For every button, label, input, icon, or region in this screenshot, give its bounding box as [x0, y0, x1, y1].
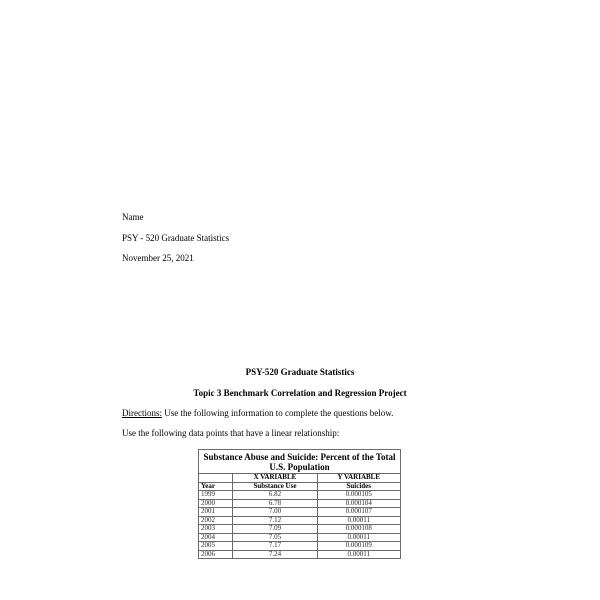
substance-use-cell: 7.12 [233, 516, 317, 525]
year-cell: 2001 [199, 508, 233, 517]
submission-date: November 25, 2021 [122, 253, 194, 263]
empty-header-cell [199, 474, 233, 483]
substance-use-cell: 7.17 [233, 542, 317, 551]
suicides-cell: 0.000109 [317, 542, 400, 551]
year-cell: 2005 [199, 542, 233, 551]
directions-text: Use the following information to complete the questions below. [162, 408, 394, 418]
suicides-cell: 0.00011 [317, 533, 400, 542]
table-row [199, 491, 401, 500]
data-intro: Use the following data points that have a linear relationship: [122, 428, 340, 438]
x-variable-header: X VARIABLE [233, 474, 317, 483]
course-name: PSY - 520 Graduate Statistics [122, 233, 230, 243]
substance-use-cell: 6.78 [233, 499, 317, 508]
substance-use-cell: 7.05 [233, 533, 317, 542]
y-variable-header: Y VARIABLE [317, 474, 400, 483]
year-column-header: Year [199, 482, 233, 491]
directions-label: Directions: [122, 408, 162, 418]
year-cell: 2003 [199, 525, 233, 534]
suicides-cell: 0.000107 [317, 508, 400, 517]
course-title: PSY-520 Graduate Statistics [245, 367, 355, 377]
suicides-column-header: Suicides [317, 482, 400, 491]
table-row [199, 508, 401, 517]
table-body [199, 491, 401, 559]
substance-use-cell: 7.09 [233, 525, 317, 534]
suicides-cell: 0.000104 [317, 499, 400, 508]
table-row [199, 542, 401, 551]
suicides-cell: 0.00011 [317, 516, 400, 525]
year-cell: 2000 [199, 499, 233, 508]
year-cell: 2006 [199, 550, 233, 559]
suicides-cell: 0.000108 [317, 525, 400, 534]
project-title: Topic 3 Benchmark Correlation and Regression Project [193, 388, 407, 398]
substance-use-column-header: Substance Use [233, 482, 317, 491]
substance-use-cell: 7.00 [233, 508, 317, 517]
table-title: Substance Abuse and Suicide: Percent of the Total U.S. Population [199, 450, 401, 474]
suicides-cell: 0.000105 [317, 491, 400, 500]
student-name: Name [122, 212, 144, 222]
directions [122, 408, 393, 419]
year-cell: 1999 [199, 491, 233, 500]
substance-use-cell: 6.82 [233, 491, 317, 500]
data-table [198, 449, 401, 559]
table-row [199, 550, 401, 559]
table-row [199, 525, 401, 534]
suicides-cell: 0.00011 [317, 550, 400, 559]
year-cell: 2004 [199, 533, 233, 542]
year-cell: 2002 [199, 516, 233, 525]
substance-use-cell: 7.24 [233, 550, 317, 559]
